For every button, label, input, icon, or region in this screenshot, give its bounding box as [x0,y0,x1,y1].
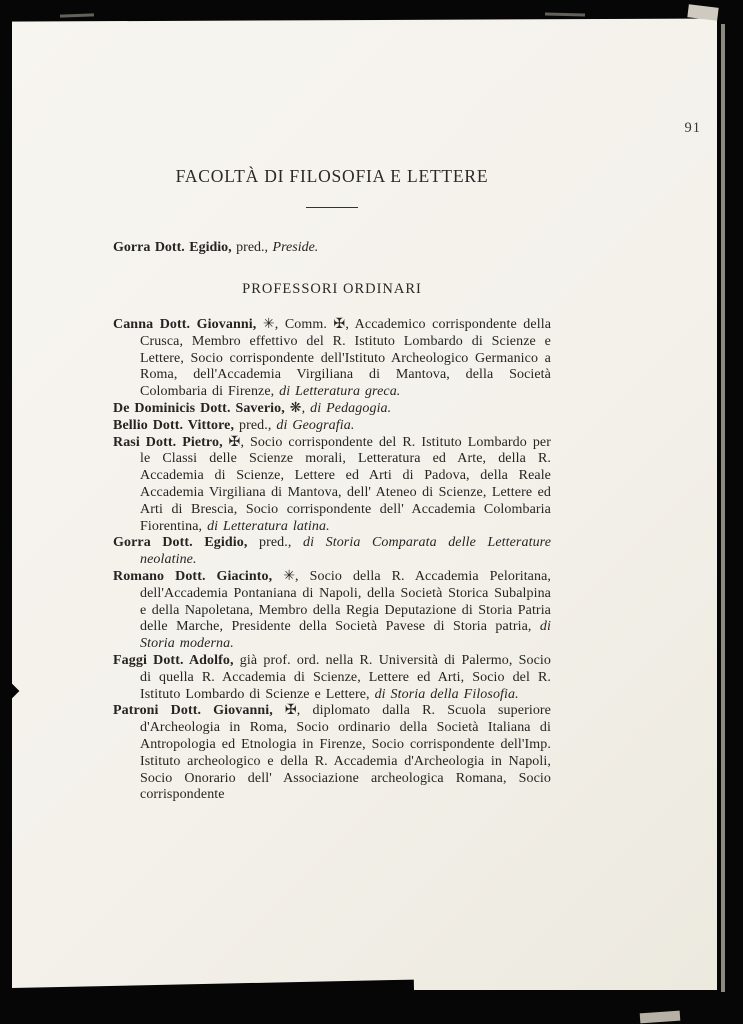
professor-entry [113,569,551,653]
scan-artifact [640,1011,681,1024]
professor-entry [113,317,551,401]
professor-details: ✠, Socio corrispondente del R. Istituto Lombardo per le Classi delle Scienze morali, Letteratura ed Arte, della R. Accademia di Scienze, Lettere ed Arti di Padova, della Reale Accademia Virgiliana di Mantova, dell' Ateneo di Scienze, Lettere ed Arti di Brescia, Socio corrispondente dell' Accademia Colombaria Fiorentina, [140,434,551,534]
professor-details: ❋, [289,400,306,416]
professor-name: De Dominicis Dott. Saverio, [113,400,285,416]
professor-entry [113,703,551,804]
preside-line [113,240,551,256]
professor-details: ✳, Comm. ✠, Accademico corrispondente della Crusca, Membro effettivo del R. Istituto Lombardo di Scienze e Lettere, Socio corrispondente dell'Istituto Archeologico Germanico a Roma, dell'Accademia Virgiliana di Mantova, della Società Colombaria di Firenze, [140,317,552,400]
professor-details: pred., [239,417,272,433]
section-heading: PROFESSORI ORDINARI [242,281,422,297]
professor-name: Canna Dott. Giovanni, [113,317,257,332]
professor-details: pred., [258,535,292,551]
professor-details: già prof. ord. nella R. Università di Palermo, Socio di quella R. Accademia di Scienze, Lettere ed Arti, Socio del R. Istituto Lombardo di Scienze e Lettere, [140,652,551,702]
professor-subject: di Storia moderna. [140,619,551,652]
professor-list [113,317,551,804]
text-block [113,16,551,804]
professor-name: Romano Dott. Giacinto, [113,568,273,584]
professor-subject: di Pedagogia. [310,400,392,416]
page [12,16,717,990]
professor-name: Faggi Dott. Adolfo, [113,652,234,668]
professor-subject: di Geografia. [276,417,355,433]
professor-name: Patroni Dott. Giovanni, [113,703,273,719]
scan-artifact [721,24,725,992]
professor-entry [113,535,551,569]
page-title: FACOLTÀ DI FILOSOFIA E LETTERE [175,166,489,186]
professor-subject: di Storia della Filosofia. [374,686,519,702]
professor-name: Bellio Dott. Vittore, [113,417,235,433]
preside-role: Preside. [272,240,319,255]
professor-entry [113,435,551,536]
professor-subject: di Storia Comparata delle Letterature neolatine. [140,535,552,568]
professor-name: Gorra Dott. Egidio, [113,535,248,551]
professor-entry [113,653,551,703]
professor-name: Rasi Dott. Pietro, [113,434,223,450]
professor-details: ✳, Socio della R. Accademia Peloritana, dell'Accademia Pontaniana di Napoli, della Società Storica Subalpina e della Napoletana, Membro della Regia Deputazione di Storia Patria delle Marche, Presidente della Società Pavese di Storia patria, [140,568,552,635]
professor-subject: di Letteratura latina. [207,518,330,534]
page-number: 91 [684,120,701,136]
professor-entry [113,401,551,418]
professor-details: ✠, diplomato dalla R. Scuola superiore d'Archeologia in Roma, Socio ordinario della Società Italiana di Antropologia ed Etnologia in Firenze, Socio corrispondente dell'Imp. Istituto archeologico e della R. Accademia d'Archeologia in Napoli, Socio Onorario dell' Associazione archeologica Romana, Socio corrispondente [140,703,551,803]
title-divider [306,207,358,208]
professor-subject: di Letteratura greca. [279,384,401,400]
preside-pred: pred., [236,240,269,255]
preside-name: Gorra Dott. Egidio, [113,240,232,255]
professor-entry [113,418,551,435]
